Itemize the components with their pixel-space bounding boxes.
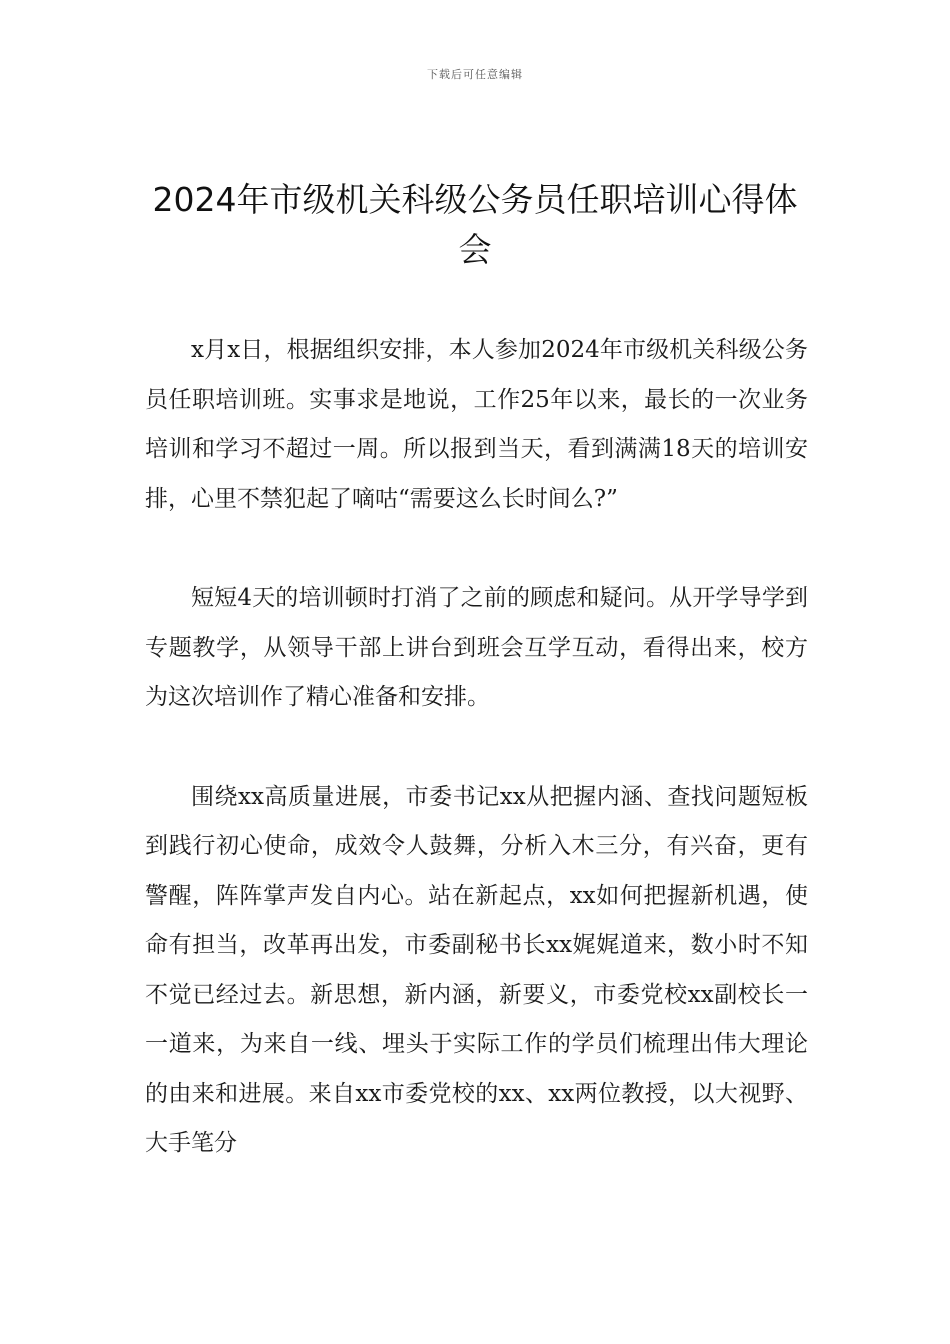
document-title: 2024年市级机关科级公务员任职培训心得体会 [152, 180, 798, 269]
header-note: 下载后可任意编辑 [427, 68, 523, 81]
paragraph-3: 围绕xx高质量进展，市委书记xx从把握内涵、查找问题短板到践行初心使命，成效令人鼓舞，分析入木三分，有兴奋，更有警醒，阵阵掌声发自内心。站在新起点，xx如何把握新机遇，使命有担当，改革再出发，市委副秘书长xx娓娓道来，数小时不知不觉已经过去。新思想，新内涵，新要义，市委党校xx副校长一一道来，为来自一线、埋头于实际工作的学员们梳理出伟大理论的由来和进展。来自xx市委党校的xx、xx两位教授，以大视野、大手笔分 [145, 783, 808, 1156]
document-body [145, 326, 808, 1169]
paragraph-2: 短短4天的培训顿时打消了之前的顾虑和疑问。从开学导学到专题教学，从领导干部上讲台到班会互学互动，看得出来，校方为这次培训作了精心准备和安排。 [145, 585, 808, 710]
paragraph-1: x月x日，根据组织安排，本人参加2024年市级机关科级公务员任职培训班。实事求是地说，工作25年以来，最长的一次业务培训和学习不超过一周。所以报到当天，看到满满18天的培训安排，心里不禁犯起了嘀咕“需要这么长时间么?” [145, 337, 808, 512]
